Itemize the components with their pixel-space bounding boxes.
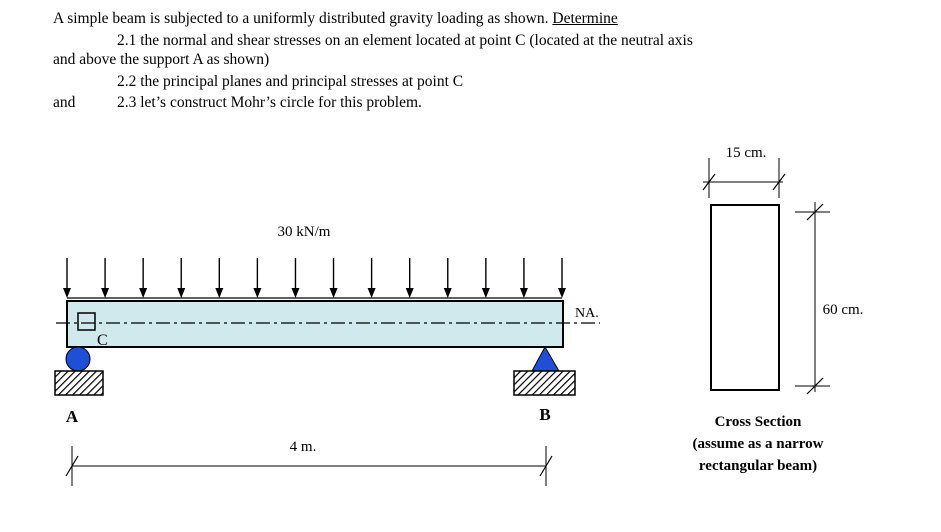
beam	[67, 301, 563, 347]
support-a-label: A	[65, 407, 79, 426]
ground-a	[55, 371, 103, 395]
neutral-axis-label: NA.	[575, 306, 599, 321]
ground-b	[514, 371, 575, 395]
load-arrow-head	[101, 288, 109, 298]
section-caption-2: (assume as a narrow	[692, 436, 824, 452]
pin-support-b	[532, 347, 559, 371]
load-arrow-head	[215, 288, 223, 298]
problem-item-2-2: 2.2 the principal planes and principal stresses at point C	[117, 73, 464, 90]
load-arrow-head	[63, 288, 71, 298]
section-caption-1: Cross Section	[714, 414, 802, 430]
problem-item-2-3: 2.3 let’s construct Mohr’s circle for this problem.	[117, 94, 422, 111]
problem-and: and	[53, 94, 76, 111]
load-arrow-head	[558, 288, 566, 298]
width-label: 15 cm.	[725, 145, 767, 161]
span-label: 4 m.	[289, 439, 317, 455]
problem-determine: Determine	[552, 10, 618, 27]
load-arrow-head	[482, 288, 490, 298]
load-arrow-head	[406, 288, 414, 298]
load-label: 30 kN/m	[277, 224, 331, 240]
load-arrow-head	[177, 288, 185, 298]
load-arrow-head	[253, 288, 261, 298]
height-label: 60 cm.	[822, 302, 864, 318]
roller-support-a	[66, 347, 90, 371]
load-arrow-head	[520, 288, 528, 298]
problem-intro: A simple beam is subjected to a uniformly distributed gravity loading as shown.	[53, 10, 553, 27]
cross-section-rect	[711, 205, 779, 390]
load-arrow-head	[368, 288, 376, 298]
load-arrow-head	[291, 288, 299, 298]
support-b-label: B	[539, 405, 551, 424]
load-arrow-head	[444, 288, 452, 298]
problem-item-2-1: 2.1 the normal and shear stresses on an element located at point C (located at the neutral axis	[117, 32, 693, 49]
load-arrow-head	[330, 288, 338, 298]
load-arrow-head	[139, 288, 147, 298]
load-arrows	[63, 258, 566, 298]
problem-item-2-1-cont: and above the support A as shown)	[53, 51, 270, 68]
section-caption-3: rectangular beam)	[698, 458, 818, 474]
point-c-label: C	[97, 332, 108, 349]
